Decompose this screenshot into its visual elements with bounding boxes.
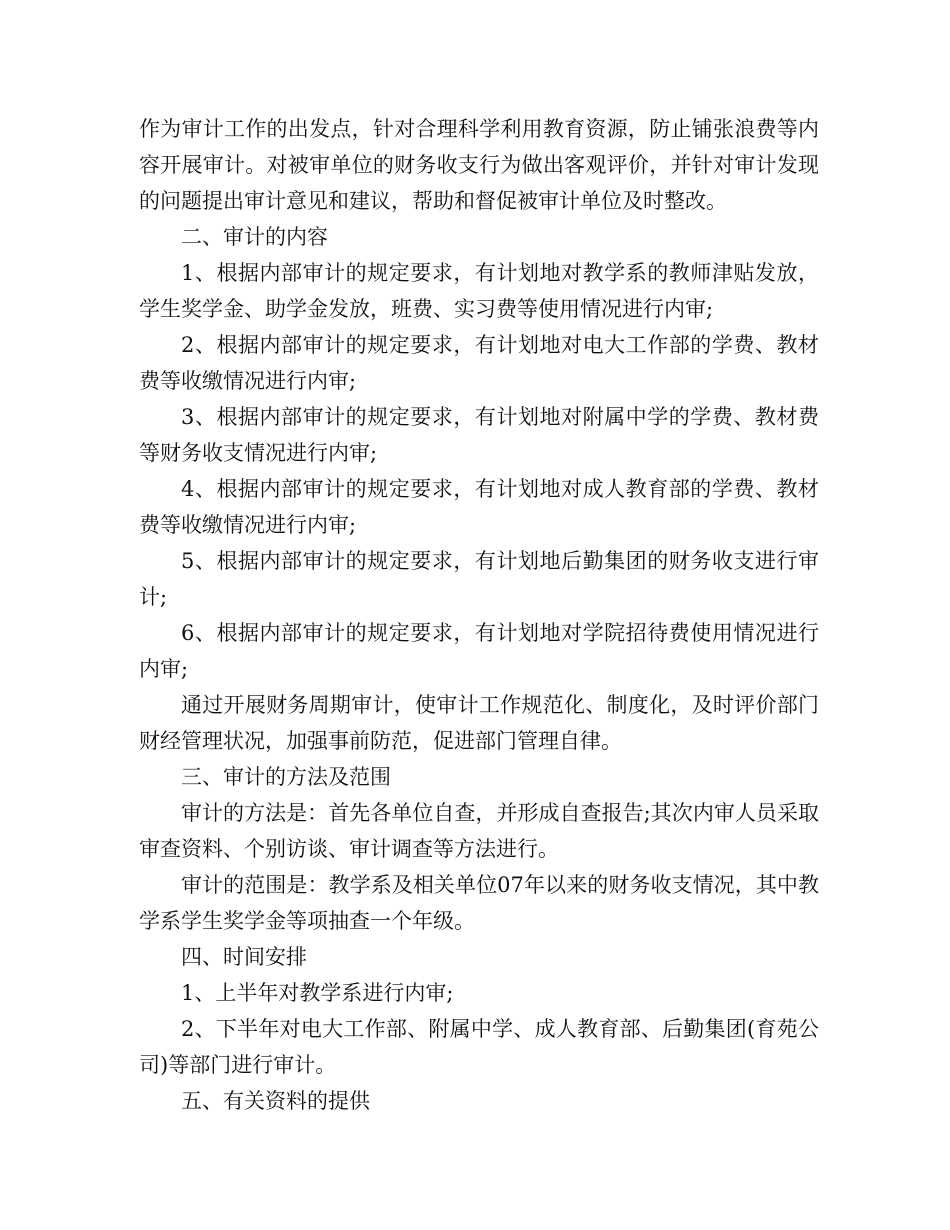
list-item-content-2: 2、根据内部审计的规定要求，有计划地对电大工作部的学费、教材费等收缴情况进行内审; (139, 333, 819, 393)
paragraph-scope: 审计的范围是：教学系及相关单位07年以来的财务收支情况，其中教学系学生奖学金等项抽查一个年级。 (139, 873, 819, 933)
list-item-schedule-2: 2、下半年对电大工作部、附属中学、成人教育部、后勤集团(育苑公司)等部门进行审计。 (139, 1017, 819, 1077)
list-item-content-5: 5、根据内部审计的规定要求，有计划地后勤集团的财务收支进行审计; (139, 549, 819, 609)
list-item-content-1: 1、根据内部审计的规定要求，有计划地对教学系的教师津贴发放，学生奖学金、助学金发放，班费、实习费等使用情况进行内审; (139, 261, 819, 321)
list-item-content-3: 3、根据内部审计的规定要求，有计划地对附属中学的学费、教材费等财务收支情况进行内审; (139, 405, 819, 465)
section-heading-methods: 三、审计的方法及范围 (181, 765, 391, 789)
section-heading-materials: 五、有关资料的提供 (181, 1089, 370, 1113)
section-heading-content: 二、审计的内容 (181, 225, 328, 249)
paragraph-summary: 通过开展财务周期审计，使审计工作规范化、制度化，及时评价部门财经管理状况，加强事前防范，促进部门管理自律。 (139, 693, 819, 753)
list-item-content-6: 6、根据内部审计的规定要求，有计划地对学院招待费使用情况进行内审; (139, 621, 819, 681)
document-body (139, 111, 819, 1119)
list-item-content-4: 4、根据内部审计的规定要求，有计划地对成人教育部的学费、教材费等收缴情况进行内审; (139, 477, 819, 537)
paragraph-methods: 审计的方法是：首先各单位自查，并形成自查报告;其次内审人员采取审查资料、个别访谈、审计调查等方法进行。 (139, 801, 819, 861)
paragraph-intro-continuation: 作为审计工作的出发点，针对合理科学利用教育资源，防止铺张浪费等内容开展审计。对被审单位的财务收支行为做出客观评价，并针对审计发现的问题提出审计意见和建议，帮助和督促被审计单位及时整改。 (139, 117, 819, 213)
list-item-schedule-1: 1、上半年对教学系进行内审; (181, 981, 454, 1005)
section-heading-schedule: 四、时间安排 (181, 945, 307, 969)
